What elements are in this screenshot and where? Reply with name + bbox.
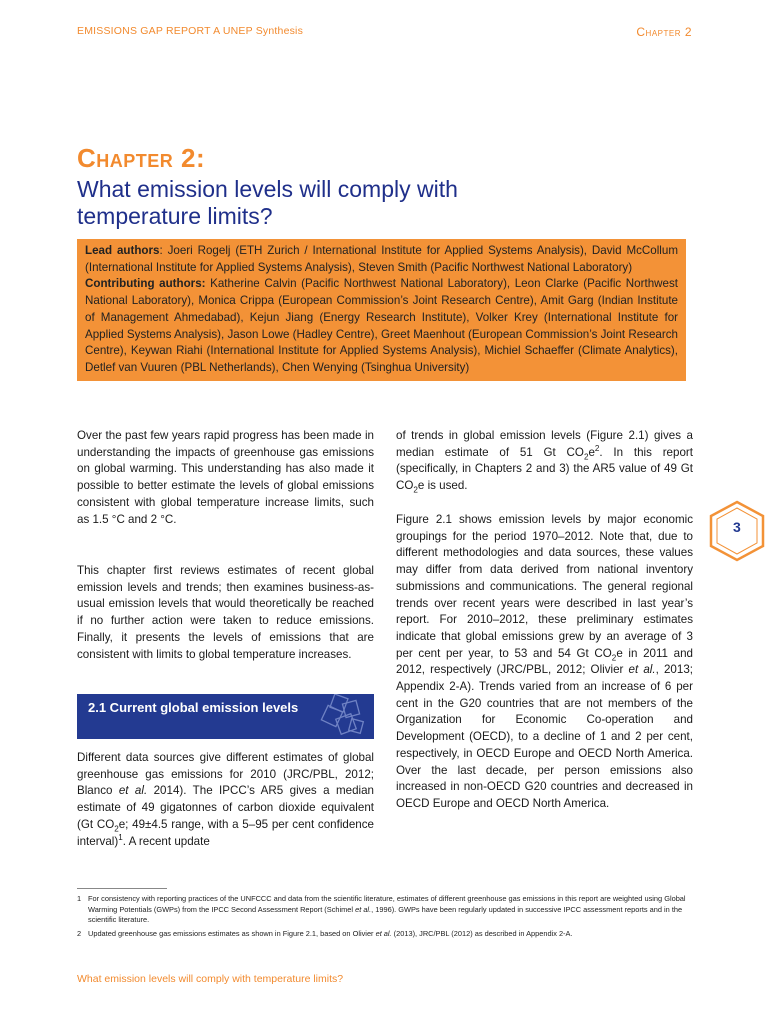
right-paragraph-2: Figure 2.1 shows emission levels by major economic groupings for the period 1970–2012. Note that, due to different methodologies and data sources, these values may differ from data derived from national inventory submissions and communications. The general regional trends over recent years were described in last year’s report. For 2010–2012, these preliminary estimates indicate that global emissions grew by an average of 3 per cent per year, to 53 and 54 Gt $CO_2e$ in 2011 and 2012, respectively (JRC/PBL, 2012; Olivier et al., 2013; Appendix 2-A). Trends varied from an increase of 6 per cent in the G20 countries that are not members of the Organization for Economic Co-operation and Development (OECD), to a decline of 1 and 2 per cent, respectively, in OECD Europe and OECD North America. Over the last decade, per person emissions also increased in non-OECD G20 countries and decreased in OECD Europe and OECD North America. xyxy=(396,513,693,810)
intro-paragraph-2: This chapter first reviews estimates of recent global emission levels and trends; then examines business-as-usual emission levels that would theoretically be reached if no further action were taken to reduce emissions. Finally, it presents the levels of emissions that are consistent with limits to global temperature increases. xyxy=(77,564,374,661)
footnote-1-text: For consistency with reporting practices of the UNFCCC and data from the scientific literature, estimates of different greenhouse gas emissions in this report are weighted using Global Warming Potentials (GWPs) from the IPCC Second Assessment Report (Schimel et al., 1996). GWPs have been regularly updated in successive IPCC assessment reports and in the scientific literature. xyxy=(88,894,686,924)
footnote-2-mark: 2 xyxy=(77,929,82,938)
contributing-authors-text: Katherine Calvin (Pacific Northwest National Laboratory), Leon Clarke (Pacific Northwest National Laboratory), Monica Crippa (European Commission’s Joint Research Centre), Amit Garg (Indian Institute of Management Ahmedabad), Kejun Jiang (Energy Research Institute), Volker Krey (International Institute for Applied Systems Analysis), Jason Lowe (Hadley Centre), Greet Maenhout (European Commission’s Joint Research Centre), Keywan Riahi (International Institute for Applied Systems Analysis), Michiel Schaeffer (Climate Analytics), Detlef van Vuuren (PBL Netherlands), Chen Wenying (Tsinghua University) xyxy=(85,277,678,374)
footnote-2-text: Updated greenhouse gas emissions estimates as shown in Figure 2.1, based on Olivier et al. (2013), JRC/PBL (2012) as described in Appendix 2-A. xyxy=(88,929,573,938)
running-footer: What emission levels will comply with temperature limits? xyxy=(77,973,344,985)
column-right-top xyxy=(396,428,693,495)
lead-authors-label: Lead authors xyxy=(85,244,160,257)
lead-authors-text: : Joeri Rogelj (ETH Zurich / International Institute for Applied Systems Analysis), David McCollum (International Institute for Applied Systems Analysis), Steven Smith (Pacific Northwest National Laboratory) xyxy=(85,244,678,274)
contributing-authors-label: Contributing authors: xyxy=(85,277,206,291)
footnote-1 xyxy=(77,894,693,926)
column-left-section xyxy=(77,750,374,850)
intro-paragraph-1: Over the past few years rapid progress has been made in understanding the impacts of greenhouse gas emissions on global warming. This understanding has also made it possible to better estimate the levels of global emissions consistent with global temperature increase limits, such as 1.5 °C and 2 °C. xyxy=(77,429,374,526)
chapter-side-tab xyxy=(707,500,770,562)
authors-box xyxy=(77,239,686,381)
column-left-chapter-overview xyxy=(77,563,374,663)
footnote-1-mark: 1 xyxy=(77,894,82,903)
column-left-intro xyxy=(77,428,374,528)
right-paragraph-1: of trends in global emission levels (Figure 2.1) gives a median estimate of 51 Gt $CO_2e^2$. In this report (specifically, in Chapters 2 and 3) the AR5 value of 49 Gt $CO_2e$ is used. xyxy=(396,429,693,495)
footnote-2 xyxy=(77,929,693,940)
column-right-main xyxy=(396,512,693,813)
chapter-title: What emission levels will comply with temperature limits? xyxy=(77,176,458,229)
running-header-left: EMISSIONS GAP REPORT A UNEP Synthesis xyxy=(77,25,304,37)
footnote-divider xyxy=(77,888,167,889)
side-tab-number: 3 xyxy=(733,519,741,535)
section-heading: 2.1 Current global emission levels xyxy=(88,700,299,715)
section-heading-box xyxy=(77,694,374,739)
running-header-right: Chapter 2 xyxy=(636,25,692,39)
chapter-label: Chapter 2: xyxy=(77,143,206,173)
section-paragraph-1: Different data sources give different estimates of global greenhouse gas emissions for 2010 (JRC/PBL, 2012; Blanco et al. 2014). The IPCC’s AR5 gives a median estimate of 49 gigatonnes of carbon dioxide equivalent (Gt $CO_2e$; 49±4.5 range, with a 5–95 per cent confidence interval)$^1$. A recent update xyxy=(77,751,374,848)
decorative-squares-icon xyxy=(314,694,366,739)
